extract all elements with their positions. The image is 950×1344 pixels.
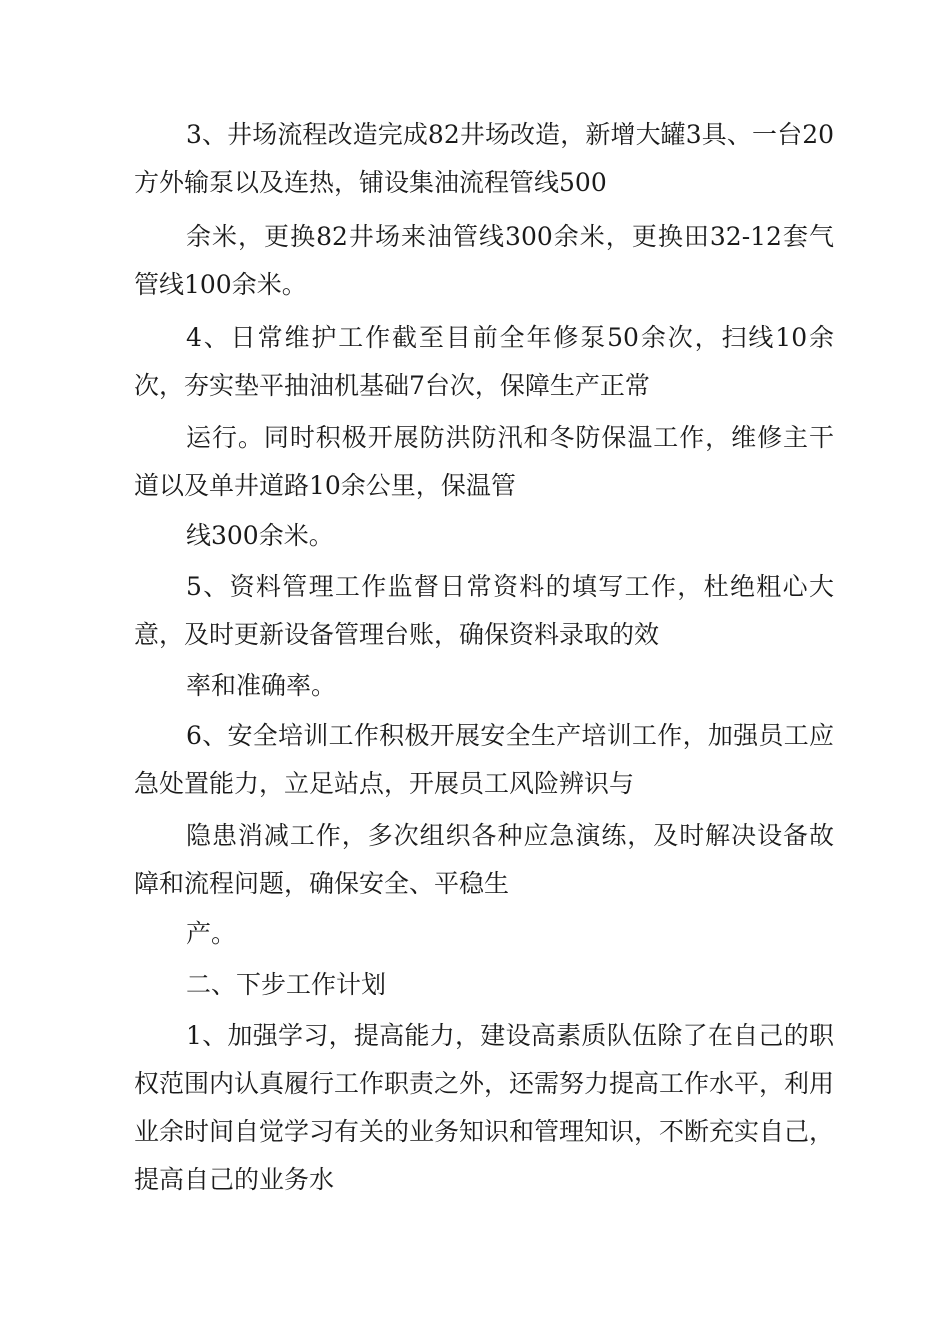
- paragraph-safety-training: 6、安全培训工作积极开展安全生产培训工作，加强员工应急处置能力，立足站点，开展员工风险辨识与: [134, 721, 834, 798]
- paragraph-strengthen-learning: 1、加强学习，提高能力，建设高素质队伍除了在自己的职权范围内认真履行工作职责之外，还需努力提高工作水平，利用业余时间自觉学习有关的业务知识和管理知识，不断充实自己，提高自己的业务水: [134, 1021, 835, 1194]
- paragraph-hazard-reduction: 隐患消减工作，多次组织各种应急演练，及时解决设备故障和流程问题，确保安全、平稳生: [134, 821, 834, 898]
- paragraph-efficiency-accuracy: 率和准确率。: [186, 671, 337, 700]
- section-heading-next-plan: 二、下步工作计划: [186, 970, 387, 999]
- paragraph-daily-maintenance: 4、日常维护工作截至目前全年修泵50余次，扫线10余次，夯实垫平抽油机基础7台次，保障生产正常: [134, 323, 834, 400]
- paragraph-production: 产。: [186, 919, 237, 948]
- paragraph-records-management: 5、资料管理工作监督日常资料的填写工作，杜绝粗心大意，及时更新设备管理台账，确保资料录取的效: [134, 572, 834, 649]
- paragraph-wellsite-renovation: 3、井场流程改造完成82井场改造，新增大罐3具、一台20方外输泵以及连热，铺设集油流程管线500: [134, 120, 834, 197]
- paragraph-insulation-pipeline: 线300余米。: [186, 521, 334, 550]
- paragraph-operation-flood-prevention: 运行。同时积极开展防洪防汛和冬防保温工作，维修主干道以及单井道路10余公里，保温管: [134, 423, 834, 500]
- paragraph-pipeline-replacement: 余米，更换82井场来油管线300余米，更换田32-12套气管线100余米。: [134, 222, 834, 299]
